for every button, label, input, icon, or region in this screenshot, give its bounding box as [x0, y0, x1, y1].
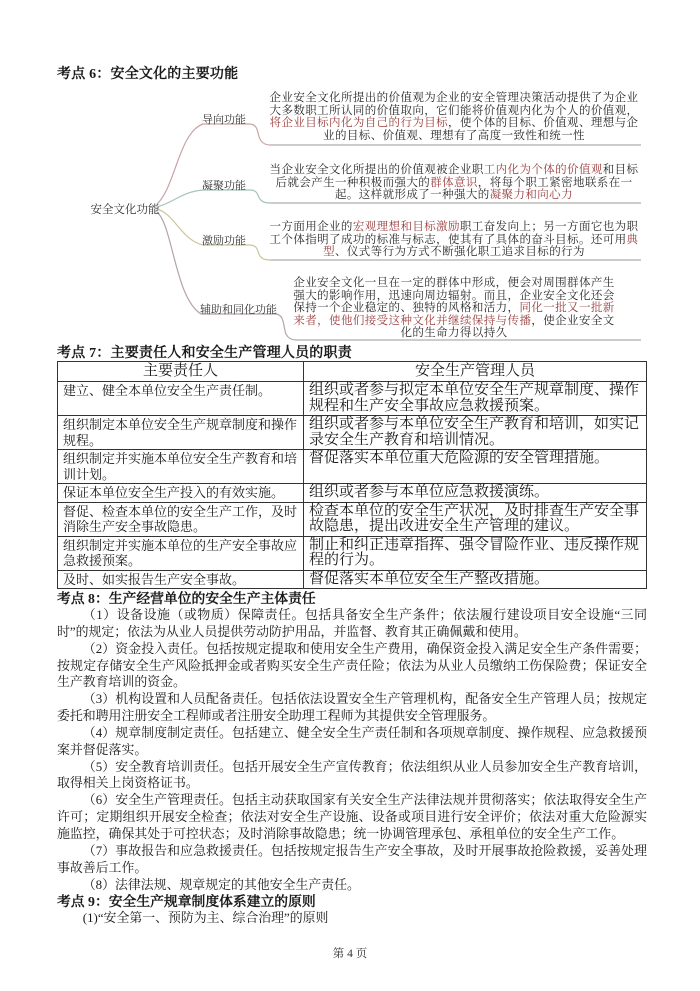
text-segment: ，使个体的目标、价值观、理想与企业的目标、价值观、理想有了高度一致性和统一性	[323, 117, 639, 142]
cell-main-responsible: 保证本单位安全生产投入的有效实施。	[58, 484, 304, 503]
cell-safety-manager: 制止和纠正违章指挥、强令冒险作业、违反操作规程的行为。	[304, 536, 647, 570]
paragraph: (1)“安全第一、预防为主、综合治理”的原则	[82, 911, 329, 926]
text-segment: 和目标后就会产生一种积极而强大的	[275, 164, 639, 189]
mindmap-branch-label-jili: 激励功能	[202, 235, 246, 247]
table-row	[58, 570, 647, 589]
paragraph: （5）安全教育培训责任。包括开展安全生产宣传教育；依法组织从业人员参加安全生产教育培训，取得相关上岗资格证书。	[57, 759, 647, 791]
highlighted-text: 同化一批又一批新来者，使他们接受这种文化并继续保持与传播	[293, 302, 615, 327]
kaodian9-paragraphs	[57, 910, 647, 927]
safety-culture-mindmap	[57, 88, 645, 346]
cell-safety-manager: 督促落实本单位安全生产整改措施。	[304, 570, 647, 589]
highlighted-text: 群体意识	[430, 176, 478, 189]
table-row	[58, 416, 647, 450]
table-row	[58, 536, 647, 570]
text-segment: 当企业安全文化所提出的价值观被企业职	[269, 164, 484, 176]
paragraph: （3）机构设置和人员配备责任。包括依法设置安全生产管理机构，配备安全生产管理人员；按规定委托和聘用注册安全工程师或者注册安全助理工程师为其提供安全管理服务。	[57, 692, 647, 724]
highlighted-text: 宏观理想和目标激励	[352, 221, 460, 233]
highlighted-text: 典型	[323, 233, 639, 259]
cell-safety-manager: 检查本单位的安全生产状况，及时排查生产安全事故隐患，提出改进安全生产管理的建议。	[304, 502, 647, 536]
text-segment: 、仪式等行为方式不断强化职工追求目标的行为	[335, 246, 585, 259]
cell-safety-manager: 组织或者参与拟定本单位安全生产规章制度、操作规程和生产安全事故应急救援预案。	[304, 382, 647, 416]
kaodian8-paragraphs	[57, 607, 647, 893]
cell-main-responsible: 组织制定本单位安全生产规章制度和操作规程。	[58, 416, 304, 450]
section-heading-kaodian9: 考点 9：安全生产规章制度体系建立的原则	[57, 894, 316, 910]
cell-main-responsible: 督促、检查本单位的安全生产工作，及时消除生产安全事故隐患。	[58, 502, 304, 536]
cell-main-responsible: 及时、如实报告生产安全事故。	[58, 570, 304, 589]
table-header-safety-managers: 安全生产管理人员	[304, 362, 647, 382]
table-header-main-responsible: 主要责任人	[58, 362, 304, 382]
paragraph: （7）事故报告和应急救援责任。包括按规定报告生产安全事故，及时开展事故抢险救援，妥善处理事故善后工作。	[57, 843, 647, 875]
cell-safety-manager: 督促落实本单位重大危险源的安全管理措施。	[304, 450, 647, 484]
text-segment: ，使企业安全文化的生命力得以持久	[400, 314, 615, 340]
mindmap-branch-label-daoxiang: 导向功能	[202, 114, 246, 126]
table-header-row	[58, 362, 647, 382]
paragraph: （8）法律法规、规章规定的其他安全生产责任。	[82, 877, 360, 892]
cell-main-responsible: 组织制定并实施本单位的生产安全事故应急救援预案。	[58, 536, 304, 570]
highlighted-text: 凝聚力和向心力	[489, 189, 573, 202]
duty-table-body	[58, 382, 647, 589]
highlighted-text: 将企业目标内化为自己的行为目标	[269, 117, 449, 130]
mindmap-branch-text-jili	[265, 221, 643, 259]
text-segment: ，将每个职工紧密地联系在一起。这样就形成了一种强大的	[334, 176, 633, 202]
duties-table	[57, 361, 646, 589]
text-segment: 职工奋发向上；另一方面它也为职工个体指明了成功的标准与标志，使其有了具体的奋斗目标。还可用	[269, 221, 639, 246]
section-heading-kaodian8: 考点 8：生产经营单位的安全生产主体责任	[57, 591, 316, 606]
paragraph: （2）资金投入责任。包括按规定提取和使用安全生产费用，确保资金投入满足安全生产条件需要；按规定存储安全生产风险抵押金或者购买安全生产责任险；依法为从业人员缴纳工伤保险费；保证安全生产教育培训的资金。	[57, 641, 647, 690]
text-segment: 一方面用企业的	[269, 221, 353, 233]
table-row	[58, 484, 647, 503]
section-heading-kaodian7: 考点 7：主要责任人和安全生产管理人员的职责	[57, 346, 352, 361]
cell-safety-manager: 组织或者参与本单位应急救援演练。	[304, 484, 647, 503]
cell-main-responsible: 建立、健全本单位安全生产责任制。	[58, 382, 304, 416]
paragraph: （4）规章制度制定责任。包括建立、健全安全生产责任制和各项规章制度、操作规程、应急救援预案并督促落实。	[57, 725, 647, 757]
text-segment: 企业安全文化所提出的价值观为企业的安全管理决策活动提供了为企业大多数职工所认同的价值取向，它们能将价值观内化为个人的价值观，	[269, 92, 639, 117]
mindmap-branch-text-fuzhu	[265, 277, 643, 340]
section-kaodian8	[57, 590, 647, 927]
mindmap-branch-label-fuzhu: 辅助和同化功能	[200, 304, 277, 316]
highlighted-text: 工内化为个体的价值观	[483, 164, 603, 176]
cell-safety-manager: 组织或者参与本单位安全生产教育和培训，如实记录安全生产教育和培训情况。	[304, 416, 647, 450]
paragraph: （1）设备设施（或物质）保障责任。包括具备安全生产条件；依法履行建设项目安全设施“三同时”的规定；依法为从业人员提供劳动防护用品，并监督、教育其正确佩戴和使用。	[57, 608, 647, 639]
cell-main-responsible: 组织制定并实施本单位安全生产教育和培训计划。	[58, 450, 304, 484]
page-number: 第 4 页	[332, 948, 368, 960]
mindmap-branch-text-daoxiang	[265, 92, 643, 142]
mindmap-branch-label-ningju: 凝聚功能	[202, 180, 246, 192]
mindmap-root-node: 安全文化功能	[90, 204, 160, 216]
mindmap-branch-text-ningju	[265, 164, 643, 202]
text-segment: 企业安全文化一旦在一定的群体中形成，便会对周围群体产生强大的影响作用，迅速向周边辐射。而且，企业安全文化还会保持一个企业稳定的、独特的风格和活力，	[293, 277, 615, 315]
table-row	[58, 502, 647, 536]
table-row	[58, 382, 647, 416]
paragraph: （6）安全生产管理责任。包括主动获取国家有关安全生产法律法规并贯彻落实；依法取得安全生产许可；定期组织开展安全检查；依法对安全生产设施、设备或项目进行安全评价；依法对重大危险源实施监控，确保其处于可控状态；及时消除事故隐患；统一协调管理承包、承租单位的安全生产工作。	[57, 793, 647, 841]
table-row	[58, 450, 647, 484]
section-heading-kaodian6: 考点 6：安全文化的主要功能	[57, 67, 239, 82]
